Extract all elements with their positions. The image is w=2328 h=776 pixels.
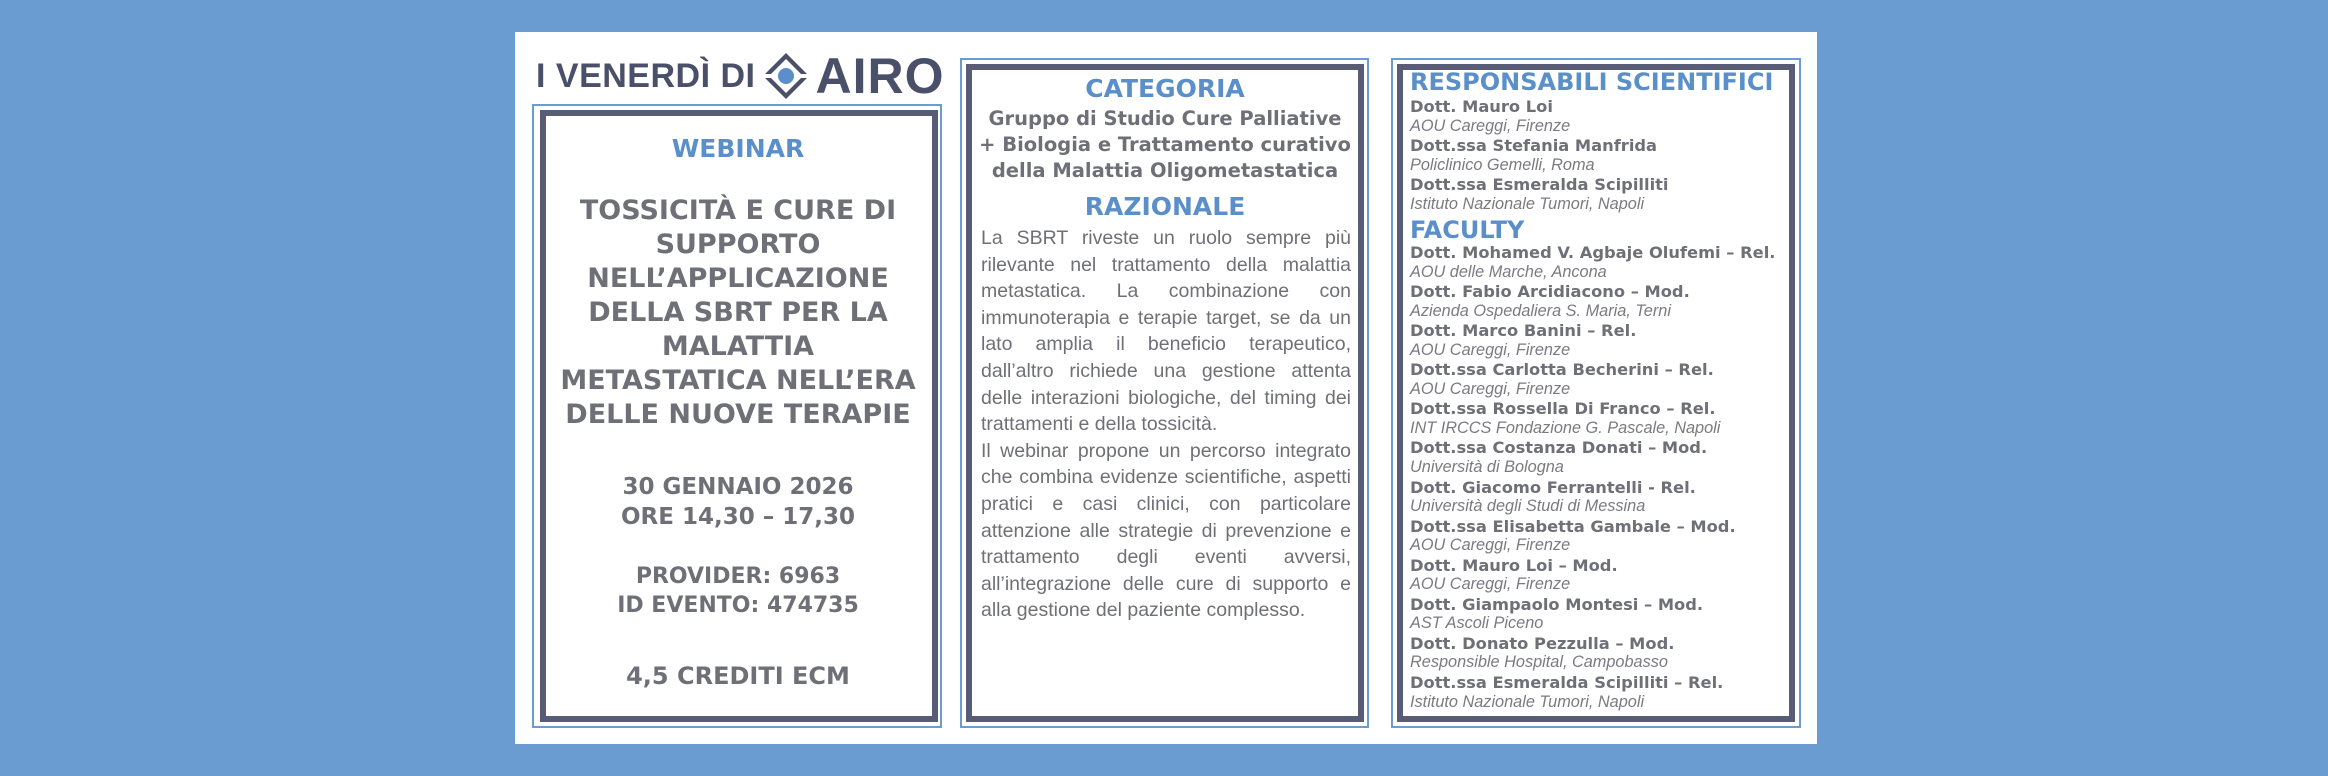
person-affiliation: Istituto Nazionale Tumori, Napoli [1410, 194, 1645, 213]
provider-code: PROVIDER: 6963 [635, 564, 841, 589]
rationale-heading: RAZIONALE [1084, 192, 1246, 221]
person-name: Dott. Donato Pezzulla – Mod. [1410, 633, 1675, 653]
person-name: Dott.ssa Rossella Di Franco – Rel. [1410, 399, 1716, 419]
person-name: Dott.ssa Costanza Donati – Mod. [1410, 438, 1708, 458]
person-name: Dott.ssa Esmeralda Scipilliti – Rel. [1410, 673, 1724, 693]
person-affiliation: Università degli Studi di Messina [1410, 497, 1646, 516]
person-affiliation: AOU Careggi, Firenze [1410, 536, 1571, 555]
airo-logo [536, 50, 944, 102]
person-affiliation: Azienda Ospedaliera S. Maria, Terni [1410, 301, 1671, 320]
person-affiliation: AOU Careggi, Firenze [1410, 379, 1571, 398]
logo-prefix: I VENERDÌ DI [536, 56, 756, 95]
person-entry [1410, 634, 1790, 673]
person-entry [1410, 478, 1790, 517]
person-entry [1410, 321, 1790, 360]
person-entry [1410, 438, 1790, 477]
webinar-label: WEBINAR [671, 134, 805, 163]
person-affiliation: AOU Careggi, Firenze [1410, 340, 1571, 359]
person-name: Dott.ssa Stefania Manfrida [1410, 136, 1658, 156]
person-name: Dott. Mauro Loi [1410, 97, 1553, 116]
person-entry [1410, 360, 1790, 399]
category-heading: CATEGORIA [1085, 74, 1245, 103]
person-entry [1410, 136, 1790, 175]
person-entry [1410, 595, 1790, 634]
event-codes [556, 562, 920, 620]
person-affiliation: AOU Careggi, Firenze [1410, 116, 1571, 135]
rationale-paragraph: Il webinar propone un percorso integrato che combina evidenze scientifiche, aspetti pratici e casi clinici, con particolare attenzione alle strategie di prevenzione e trattamento degli eventi avversi, all’integrazione delle cure di supporto e alla gestione del paziente complesso. [981, 439, 1351, 622]
person-entry [1410, 282, 1790, 321]
person-entry [1410, 517, 1790, 556]
faculty-heading: FACULTY [1410, 216, 1525, 244]
person-affiliation: Policlinico Gemelli, Roma [1410, 155, 1595, 174]
category-text: Gruppo di Studio Cure Palliative + Biologia e Trattamento curativo della Malattia Oligometastatica [979, 107, 1351, 182]
person-name: Dott. Fabio Arcidiacono – Mod. [1410, 282, 1690, 302]
ecm-credits: 4,5 CREDITI ECM [626, 662, 850, 690]
event-id: ID EVENTO: 474735 [617, 593, 859, 618]
faculty-list [1410, 243, 1790, 712]
person-affiliation: Università di Bologna [1410, 457, 1564, 476]
person-entry [1410, 243, 1790, 282]
person-entry [1410, 399, 1790, 438]
rationale-text [981, 225, 1351, 624]
event-date: 30 GENNAIO 2026 [622, 474, 854, 500]
rationale-paragraph: La SBRT riveste un ruolo sempre più rilevante nel trattamento della malattia metastatica. La combinazione con immunoterapia e terapie target, se da un lato amplia il beneficio terapeutico, dall’altro richiede una gestione attenta delle interazioni biologiche, del timing dei trattamenti e della tossicità. [981, 227, 1351, 436]
airo-logo-mark-icon [761, 51, 811, 101]
responsabili-list [1410, 97, 1790, 214]
responsabili-heading: RESPONSABILI SCIENTIFICI [1410, 68, 1774, 96]
person-affiliation: AOU delle Marche, Ancona [1410, 262, 1607, 281]
person-name: Dott.ssa Carlotta Becherini – Rel. [1410, 360, 1714, 380]
person-name: Dott.ssa Esmeralda Scipilliti [1410, 175, 1669, 195]
event-time: ORE 14,30 – 17,30 [621, 504, 855, 530]
person-affiliation: Responsible Hospital, Campobasso [1410, 653, 1668, 672]
person-affiliation: Istituto Nazionale Tumori, Napoli [1410, 692, 1645, 711]
logo-word: AIRO [815, 48, 945, 104]
event-datetime [556, 472, 920, 532]
person-affiliation: INT IRCCS Fondazione G. Pascale, Napoli [1410, 418, 1721, 437]
person-name: Dott. Giacomo Ferrantelli - Rel. [1410, 477, 1696, 497]
person-entry [1410, 175, 1790, 214]
person-affiliation: AOU Careggi, Firenze [1410, 575, 1571, 594]
person-name: Dott. Marco Banini – Rel. [1410, 321, 1637, 341]
person-name: Dott.ssa Elisabetta Gambale – Mod. [1410, 516, 1736, 536]
person-name: Dott. Giampaolo Montesi – Mod. [1410, 594, 1704, 614]
person-entry [1410, 97, 1790, 136]
event-title: TOSSICITÀ E CURE DI SUPPORTO NELL’APPLICAZIONE DELLA SBRT PER LA MALATTIA METASTATICA NELL’ERA DELLE NUOVE TERAPIE [560, 195, 916, 430]
person-name: Dott. Mauro Loi – Mod. [1410, 555, 1618, 575]
person-entry [1410, 673, 1790, 712]
person-entry [1410, 556, 1790, 595]
person-name: Dott. Mohamed V. Agbaje Olufemi – Rel. [1410, 243, 1776, 262]
person-affiliation: AST Ascoli Piceno [1410, 614, 1544, 633]
